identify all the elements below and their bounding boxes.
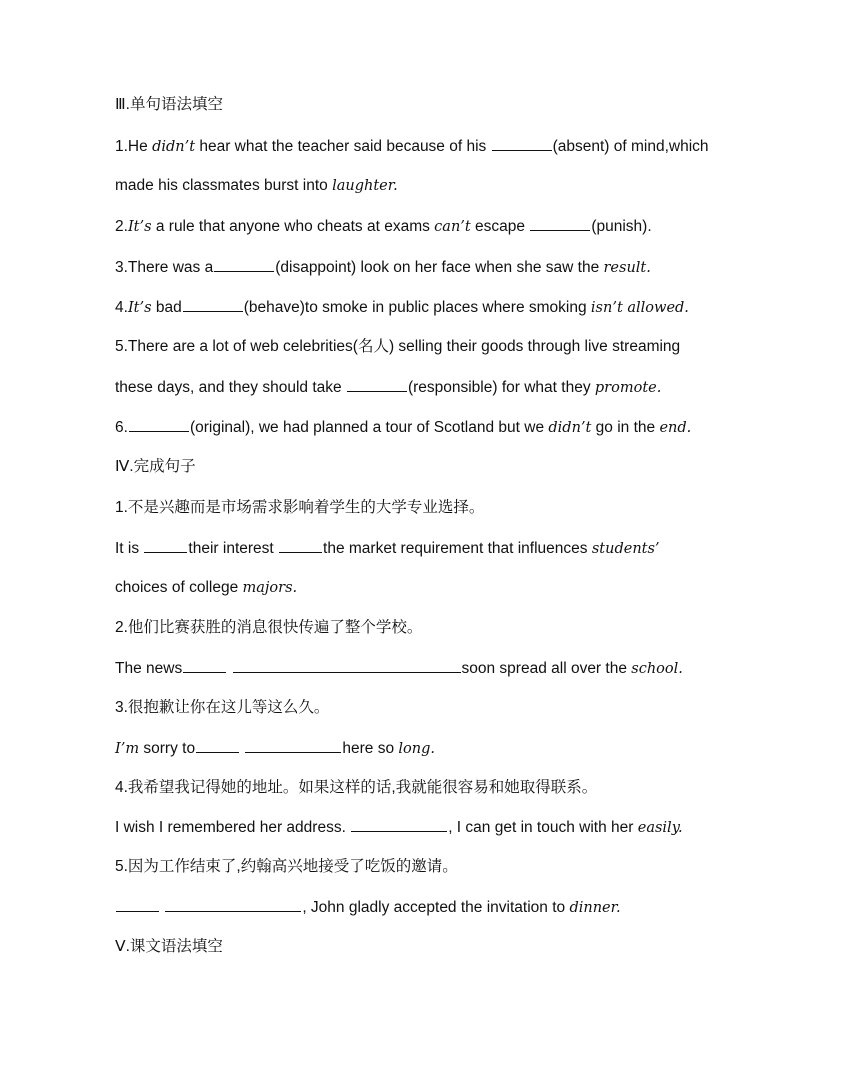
s3-q1-line1: 1.He didn’t hear what the teacher said because of his (absent) of mind,which [115,138,709,155]
s4-q1-line2: choices of college majors. [115,579,298,596]
answer-blank[interactable] [233,658,461,673]
answer-blank[interactable] [347,377,407,392]
s4-q3-chinese: 3.很抱歉让你在这儿等这么久。 [115,699,330,716]
s4-q1-chinese: 1.不是兴趣而是市场需求影响着学生的大学专业选择。 [115,499,485,516]
s3-q2: 2.It’s a rule that anyone who cheats at exams can’t escape (punish). [115,218,652,235]
s4-q4-chinese: 4.我希望我记得她的地址。如果这样的话,我就能很容易和她取得联系。 [115,779,598,796]
s4-q5: , John gladly accepted the invitation to dinner. [115,897,621,918]
s4-q5-chinese: 5.因为工作结束了,约翰高兴地接受了吃饭的邀请。 [115,858,458,875]
s4-q2-chinese: 2.他们比赛获胜的消息很快传遍了整个学校。 [115,619,423,636]
s4-q4: I wish I remembered her address. , I can get in touch with her easily. [115,819,683,836]
answer-blank[interactable] [183,297,243,312]
s4-q1-line1: It is their interest the market requirement that influences students’ [115,540,660,557]
section-4-title: Ⅳ.完成句子 [115,458,196,475]
answer-blank[interactable] [144,538,187,553]
answer-blank[interactable] [351,817,447,832]
s4-q3: I’m sorry to here so long. [115,740,436,757]
answer-blank[interactable] [165,897,301,912]
section-3-title: Ⅲ.单句语法填空 [115,96,223,113]
s3-q6: 6. (original), we had planned a tour of Scotland but we didn’t go in the end. [115,419,692,436]
answer-blank[interactable] [183,658,226,673]
s3-q3: 3.There was a (disappoint) look on her face when she saw the result. [115,259,651,276]
answer-blank[interactable] [196,738,239,753]
answer-blank[interactable] [492,136,552,151]
s4-q2: The news soon spread all over the school. [115,660,683,677]
s3-q5-line1: 5.There are a lot of web celebrities(名人) selling their goods through live streaming [115,338,681,355]
answer-blank[interactable] [245,738,341,753]
answer-blank[interactable] [129,417,189,432]
s3-q5-line2: these days, and they should take (responsible) for what they promote. [115,379,662,396]
section-5-title: Ⅴ.课文语法填空 [115,938,223,955]
answer-blank[interactable] [530,216,590,231]
answer-blank[interactable] [279,538,322,553]
answer-blank[interactable] [116,897,159,912]
s3-q4: 4.It’s bad (behave)to smoke in public places where smoking isn’t allowed. [115,299,689,316]
answer-blank[interactable] [214,257,274,272]
s3-q1-line2: made his classmates burst into laughter. [115,177,398,194]
